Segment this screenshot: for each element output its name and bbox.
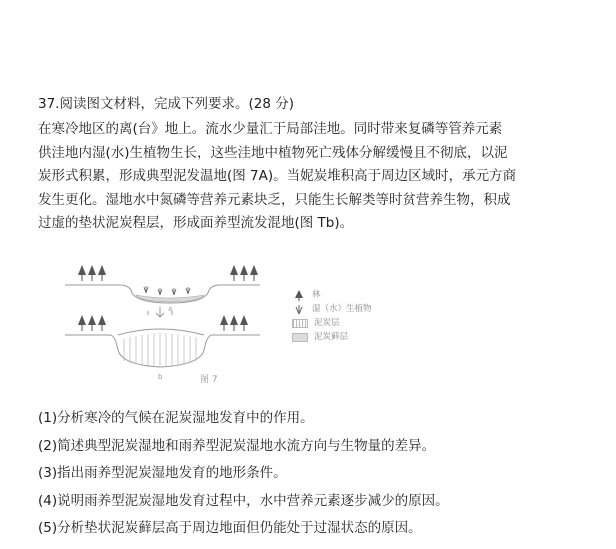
paragraph-line: 过虚的垫状泥炭程层，形成面养型流发混地(图 Tb)。 (38, 215, 354, 231)
legend-label: 林 (312, 290, 321, 300)
peat-moss-swatch (292, 333, 308, 342)
legend-label: 湿（水）生植物 (312, 304, 372, 314)
sub-question: (5)分析垫状泥炭藓层高于周边地面但仍能处于过湿状态的原因。 (38, 520, 422, 536)
question-title: 37.阅读图文材料，完成下列要求。(28 分) (38, 96, 294, 112)
paragraph-line: 在寒冷地区的离(台》地上。流水少量汇于局部洼地。同时带来复磷等管养元素 (38, 121, 503, 137)
tree-icon (78, 265, 258, 325)
paragraph-line: 供洼地内湿(水)生植物生长，这些洼地中植物死亡残体分解缓慢且不彻底，以泥 (38, 144, 508, 161)
paragraph-line: 炭形式积累，形成典型泥发温地(图 7A)。当妮炭堆积高于周边区域时，承元方商 (38, 168, 517, 184)
legend-item (292, 288, 402, 302)
peat-hatch-b (124, 333, 196, 367)
paragraph-line: 发生更化。湿地水中氮磷等营养元素块乏，只能生长解类等时贫营养生物，积成 (38, 191, 511, 208)
sub-question: (1)分析寒冷的气候在泥炭湿地发育中的作用。 (38, 410, 314, 426)
legend-label: 泥炭层 (314, 318, 340, 328)
sub-questions (38, 405, 449, 543)
sub-question: (2)简述典型泥炭湿地和雨养型泥炭湿地水流方向与生物量的差异。 (38, 437, 436, 454)
figure-label-a: a (168, 305, 173, 313)
figure-caption: 图 7 (200, 375, 218, 385)
peat-mound-b (118, 329, 204, 335)
question-paragraph (38, 118, 586, 236)
legend-item (292, 330, 402, 344)
peat-layer-swatch (292, 319, 308, 328)
terrain-b (65, 335, 260, 367)
stage-arrow (156, 307, 164, 317)
sub-question: (4)说明雨养型泥炭湿地发育过程中，水中营养元素逐步减少的原因。 (38, 492, 449, 509)
legend-item (292, 302, 402, 316)
plant-icon (292, 303, 306, 315)
figure-legend (292, 288, 402, 344)
tree-icon (292, 289, 306, 301)
plant-icon (144, 286, 190, 295)
figure-label-b: b (158, 373, 163, 381)
sub-question: (3)指出雨养型泥炭湿地发育的地形条件。 (38, 465, 287, 481)
legend-item (292, 316, 402, 330)
legend-label: 泥炭藓层 (314, 332, 349, 342)
